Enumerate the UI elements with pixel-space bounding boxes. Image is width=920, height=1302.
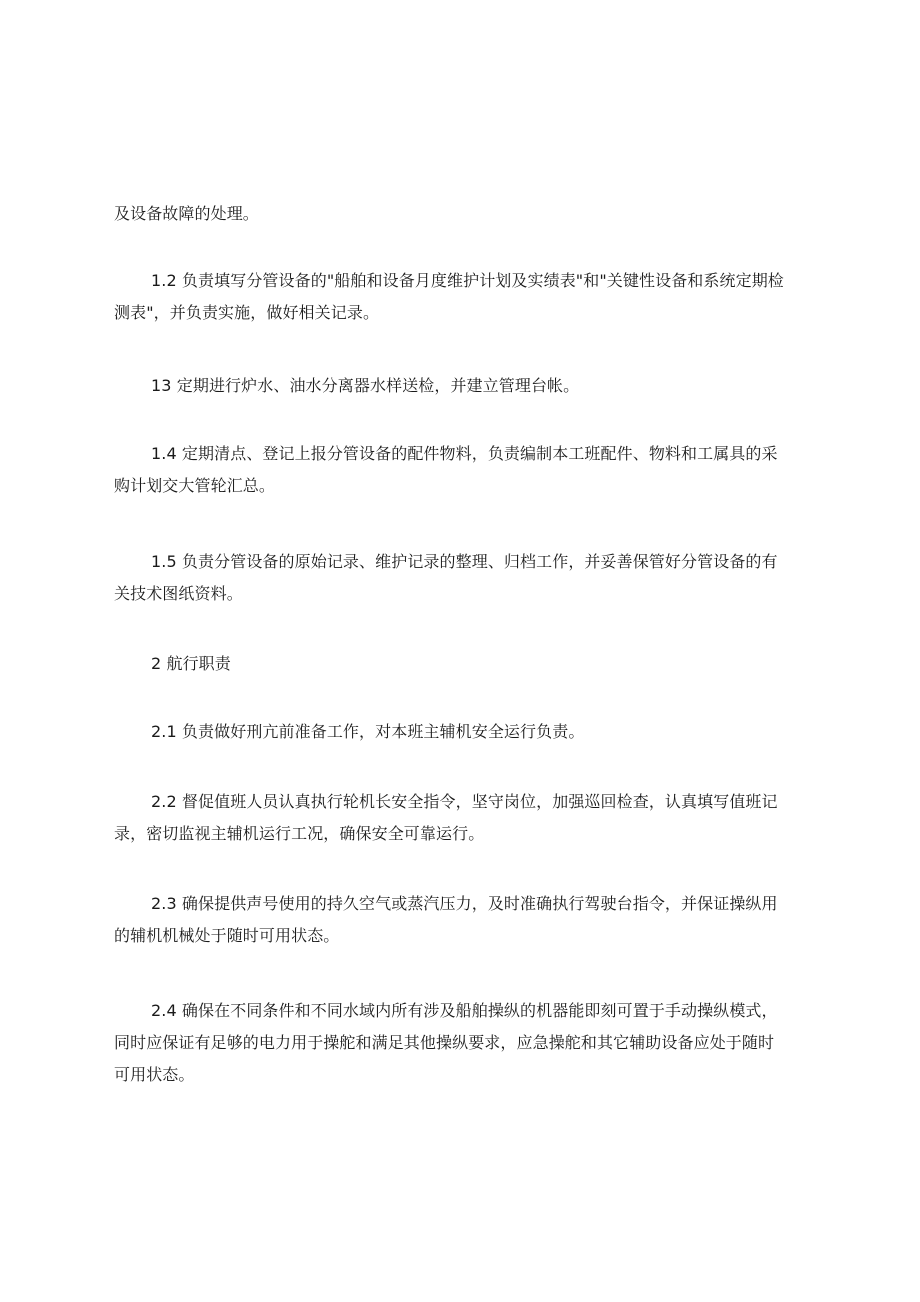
text-line: 购计划交大管轮汇总。 [114, 476, 276, 495]
paragraph-2-4 [114, 995, 814, 1091]
section-heading-2 [114, 648, 814, 680]
paragraph-2-1 [114, 716, 814, 748]
text-line: 录，密切监视主辅机运行工况，确保安全可靠运行。 [114, 824, 485, 843]
text-line: 2.3 确保提供声号使用的持久空气或蒸汽压力，及时准确执行驾驶台指令，并保证操纵用 [151, 894, 778, 913]
text-line: 2.1 负责做好刑亢前准备工作，对本班主辅机安全运行负责。 [151, 722, 585, 741]
text-line: 可用状态。 [114, 1065, 195, 1084]
paragraph-1-3 [114, 370, 814, 402]
text-line: 1.4 定期清点、登记上报分管设备的配件物料，负责编制本工班配件、物料和工属具的采 [151, 444, 778, 463]
paragraph-1-4 [114, 438, 814, 502]
paragraph-1-2 [114, 265, 814, 329]
text-line: 测表"，并负责实施，做好相关记录。 [114, 303, 380, 322]
text-line: 同时应保证有足够的电力用于操舵和满足其他操纵要求，应急操舵和其它辅助设备应处于随时 [114, 1033, 775, 1052]
text-line: 1.2 负责填写分管设备的"船舶和设备月度维护计划及实绩表"和"关键性设备和系统定期检 [151, 271, 784, 290]
paragraph-2-2 [114, 786, 814, 850]
text-line: 2 航行职责 [151, 654, 231, 673]
text-line: 关技术图纸资料。 [114, 584, 243, 603]
text-line: 及设备故障的处理。 [114, 204, 259, 223]
text-line: 的辅机机械处于随时可用状态。 [114, 926, 340, 945]
paragraph-1-5 [114, 546, 814, 610]
text-line: 2.2 督促值班人员认真执行轮机长安全指令，坚守岗位，加强巡回检查，认真填写值班记 [151, 792, 778, 811]
paragraph-1-1-continuation [114, 198, 814, 230]
text-line: 2.4 确保在不同条件和不同水域内所有涉及船舶操纵的机器能即刻可置于手动操纵模式， [151, 1001, 778, 1020]
text-line: 13 定期进行炉水、油水分离器水样送检，并建立管理台帐。 [151, 376, 580, 395]
paragraph-2-3 [114, 888, 814, 952]
text-line: 1.5 负责分管设备的原始记录、维护记录的整理、归档工作，并妥善保管好分管设备的有 [151, 552, 778, 571]
